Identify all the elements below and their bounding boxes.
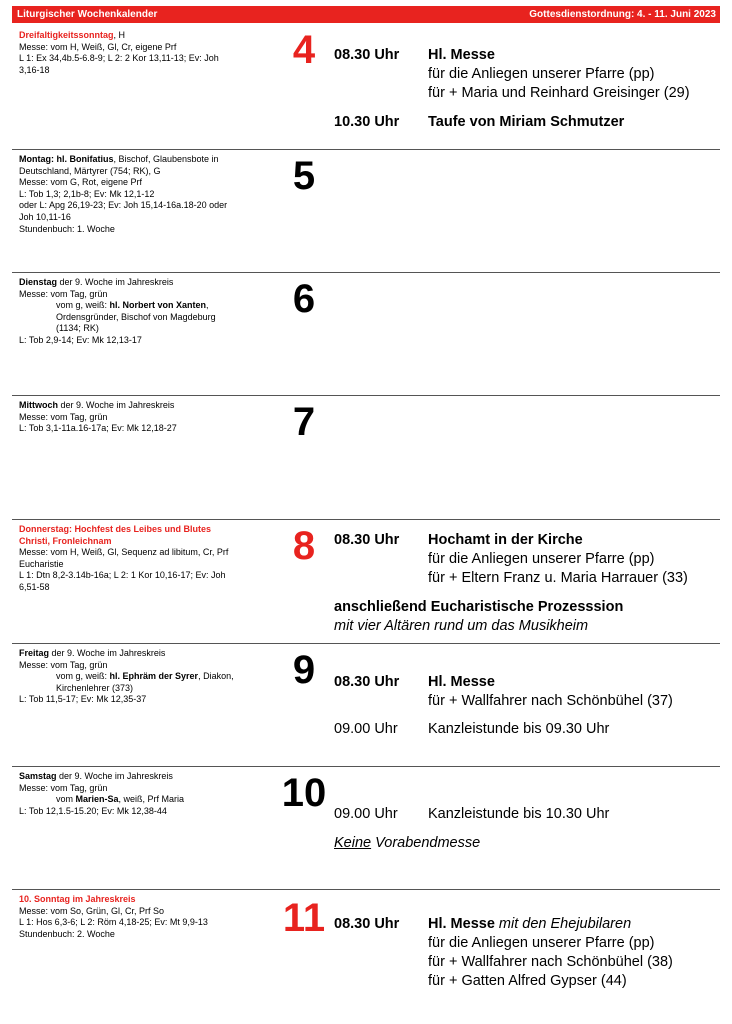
event-title: Hl. Messe	[428, 47, 495, 63]
liturgy-info: 10. Sonntag im Jahreskreis Messe: vom So, Grün, Gl, Cr, Prf So L 1: Hos 6,3-6; L 2: Röm 4,18-25; Ev: Mt 9,9-13 Stundenbuch: 2. Woche	[19, 894, 269, 940]
day-number: 7	[292, 400, 316, 444]
liturgy-info: Mittwoch der 9. Woche im Jahreskreis Messe: vom Tag, grün L: Tob 3,1-11a.16-17a; Ev: Mk 12,18-27	[19, 400, 177, 434]
liturgy-info: Montag: hl. Bonifatius, Bischof, Glaubensbote in Deutschland, Märtyrer (754; RK), G Messe: vom G, Rot, eigene Prf L: Tob 1,3; 2,1b-8; Ev: Mk 12,1-12 oder L: Apg 26,19-23; Ev: Joh 15,14-16a.18-20 oder Joh 10,11-16 Stundenbuch: 1. Woche	[19, 154, 228, 234]
liturgy-info: Dienstag der 9. Woche im Jahreskreis Messe: vom Tag, grün vom g, weiß: hl. Norbert von Xanten, Ordensgründer, Bischof von Magdeburg (1134; RK) L: Tob 2,9-14; Ev: Mk 12,13-17	[19, 277, 216, 345]
feast-title: Dreifaltigkeitssonntag	[19, 30, 114, 40]
intention: für + Wallfahrer nach Schönbühel (37)	[428, 693, 673, 709]
event-title: Hochamt in der Kirche	[428, 532, 583, 548]
no-vigil-mass-note: Keine Vorabendmesse	[334, 835, 481, 851]
event-time: 09.00 Uhr	[334, 721, 398, 737]
day-block-5	[12, 150, 720, 272]
feast-title: 10. Sonntag im Jahreskreis	[19, 894, 136, 904]
day-block-7	[12, 396, 720, 518]
day-block-10	[12, 767, 720, 889]
liturgy-info: Dreifaltigkeitssonntag, H Messe: vom H, Weiß, Gl, Cr, eigene Prf L 1: Ex 34,4b.5-6.8-9; L 2: 2 Kor 13,11-13; Ev: Joh 3,16-18	[19, 30, 219, 75]
liturgy-info: Freitag der 9. Woche im Jahreskreis Messe: vom Tag, grün vom g, weiß: hl. Ephräm der Syrer, Diakon, Kirchenlehrer (373) L: Tob 11,5-17; Ev: Mk 12,35-37	[19, 648, 234, 705]
day-number: 6	[292, 277, 316, 321]
day-block-9	[12, 644, 720, 766]
event-title: Kanzleistunde bis 10.30 Uhr	[428, 806, 610, 822]
header-date-range: Gottesdienstordnung: 4. - 11. Juni 2023	[529, 9, 716, 20]
day-block-8: Donnerstag: Hochfest des Leibes und Blutes Christi, Fronleichnam Messe: vom H, Weiß, Gl, Sequenz ad libitum, Cr, Prf Eucharistie L 1: Dtn 8,2-3.14b-16a; L 2: 1 Kor 10,16-17; Ev: Joh 6,51-58 8 08.30 Uhr Hochamt in der Kirche für die Anliegen unserer Pfarre (pp) für + Eltern Franz u. Maria Harrauer (33) anschließend Eucharistische Prozesssion mit vier Altären rund um das Musikheim	[19, 524, 688, 634]
event-time: 08.30 Uhr	[334, 532, 400, 548]
day-number: 10	[281, 771, 327, 815]
saint-name: hl. Norbert von Xanten	[109, 300, 207, 311]
saint-name: Marien-Sa	[75, 794, 119, 805]
calendar-header	[12, 6, 720, 23]
event-time: 10.30 Uhr	[334, 114, 400, 130]
intention: für die Anliegen unserer Pfarre (pp)	[428, 66, 655, 82]
event-title: Hl. Messe	[428, 674, 495, 690]
intention: für + Eltern Franz u. Maria Harrauer (33)	[428, 570, 688, 586]
feast-title: Donnerstag: Hochfest des Leibes und Blutes	[19, 524, 212, 534]
day-block-11: 10. Sonntag im Jahreskreis Messe: vom So, Grün, Gl, Cr, Prf So L 1: Hos 6,3-6; L 2: Röm 4,18-25; Ev: Mt 9,9-13 Stundenbuch: 2. Woche 11 08.30 Uhr Hl. Messe mit den Ehejubilaren für die Anliegen unserer Pfarre (pp) für + Wallfahrer nach Schönbühel (38) für + Gatten Alfred Gypser (44)	[19, 894, 673, 989]
event-time: 08.30 Uhr	[334, 916, 400, 932]
intention: für + Wallfahrer nach Schönbühel (38)	[428, 954, 673, 970]
day-number: 11	[282, 896, 326, 940]
intention: für + Gatten Alfred Gypser (44)	[428, 973, 627, 989]
day-number: 5	[292, 154, 316, 198]
day-block-4	[12, 26, 720, 148]
saint-name: hl. Ephräm der Syrer	[109, 671, 199, 682]
event-time: 09.00 Uhr	[334, 806, 398, 822]
intention: für die Anliegen unserer Pfarre (pp)	[428, 935, 655, 951]
event-time: 08.30 Uhr	[334, 47, 400, 63]
day-block-6	[12, 273, 720, 395]
day-number: 9	[292, 648, 316, 692]
event-title: Kanzleistunde bis 09.30 Uhr	[428, 721, 610, 737]
day-number: 8	[292, 524, 316, 568]
liturgy-info: Donnerstag: Hochfest des Leibes und Blutes Christi, Fronleichnam Messe: vom H, Weiß, Gl, Sequenz ad libitum, Cr, Prf Eucharistie L 1: Dtn 8,2-3.14b-16a; L 2: 1 Kor 10,16-17; Ev: Joh 6,51-58	[19, 524, 269, 594]
event-title: Taufe von Miriam Schmutzer	[428, 114, 625, 130]
intention: für + Maria und Reinhard Greisinger (29)	[428, 85, 690, 101]
day-number: 4	[292, 28, 316, 72]
event-time: 08.30 Uhr	[334, 674, 400, 690]
liturgy-info: Samstag der 9. Woche im Jahreskreis Messe: vom Tag, grün vom Marien-Sa, weiß, Prf Maria L: Tob 12,1.5-15.20; Ev: Mk 12,38-44	[19, 771, 185, 816]
intention: für die Anliegen unserer Pfarre (pp)	[428, 551, 655, 567]
event-title: Hl. Messe	[428, 916, 495, 932]
header-title: Liturgischer Wochenkalender	[17, 9, 158, 20]
saint-name: Bonifatius	[69, 154, 114, 164]
